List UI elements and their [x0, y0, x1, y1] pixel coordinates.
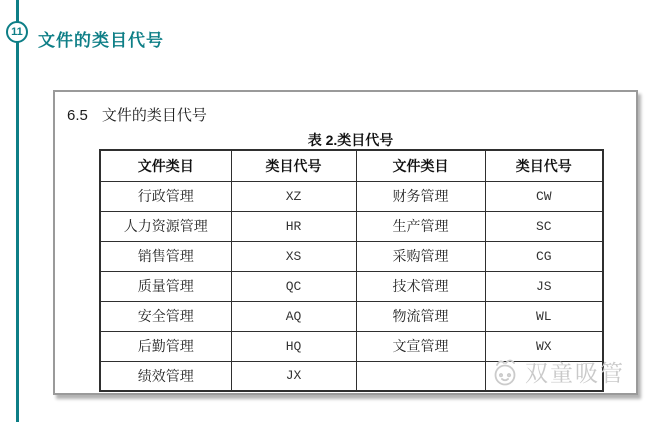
code-cell: WL: [485, 301, 603, 331]
category-cell: 安全管理: [100, 301, 231, 331]
document-heading: [67, 104, 207, 125]
section-number: 11: [11, 26, 23, 38]
table-header-cell: 类目代号: [485, 150, 603, 181]
table-row: [100, 301, 603, 331]
category-cell: 物流管理: [356, 301, 485, 331]
section-number-badge: [6, 21, 28, 43]
category-cell: [356, 361, 485, 391]
category-cell: 销售管理: [100, 241, 231, 271]
category-cell: 文宣管理: [356, 331, 485, 361]
code-cell: JS: [485, 271, 603, 301]
category-cell: 人力资源管理: [100, 211, 231, 241]
table-header-cell: 文件类目: [100, 150, 231, 181]
code-cell: WX: [485, 331, 603, 361]
code-cell: XS: [231, 241, 356, 271]
code-cell: AQ: [231, 301, 356, 331]
code-cell: HR: [231, 211, 356, 241]
code-cell: CG: [485, 241, 603, 271]
table-header-cell: 文件类目: [356, 150, 485, 181]
category-cell: 财务管理: [356, 181, 485, 211]
table-row: [100, 181, 603, 211]
table-row: [100, 241, 603, 271]
table-row: [100, 150, 603, 181]
table-header-cell: 类目代号: [231, 150, 356, 181]
category-cell: 后勤管理: [100, 331, 231, 361]
document-heading-text: 文件的类目代号: [101, 107, 207, 124]
code-cell: QC: [231, 271, 356, 301]
table-header-row: [100, 150, 603, 181]
category-cell: 绩效管理: [100, 361, 231, 391]
code-cell: JX: [231, 361, 356, 391]
document-heading-number: 6.5: [67, 107, 88, 124]
code-cell: HQ: [231, 331, 356, 361]
code-cell: CW: [485, 181, 603, 211]
watermark-text: 双童吸管: [525, 360, 625, 386]
watermark: [490, 355, 625, 388]
category-cell: 采购管理: [356, 241, 485, 271]
section-accent-line: [16, 0, 19, 422]
table-row: [100, 271, 603, 301]
category-cell: 行政管理: [100, 181, 231, 211]
category-cell: 技术管理: [356, 271, 485, 301]
brand-logo-icon: [490, 356, 520, 388]
code-cell: SC: [485, 211, 603, 241]
table-row: [100, 211, 603, 241]
document-frame: [53, 90, 638, 395]
table-caption: 表 2.类目代号: [307, 132, 394, 148]
section-title: 文件的类目代号: [38, 31, 164, 50]
category-cell: 质量管理: [100, 271, 231, 301]
code-cell: XZ: [231, 181, 356, 211]
category-cell: 生产管理: [356, 211, 485, 241]
